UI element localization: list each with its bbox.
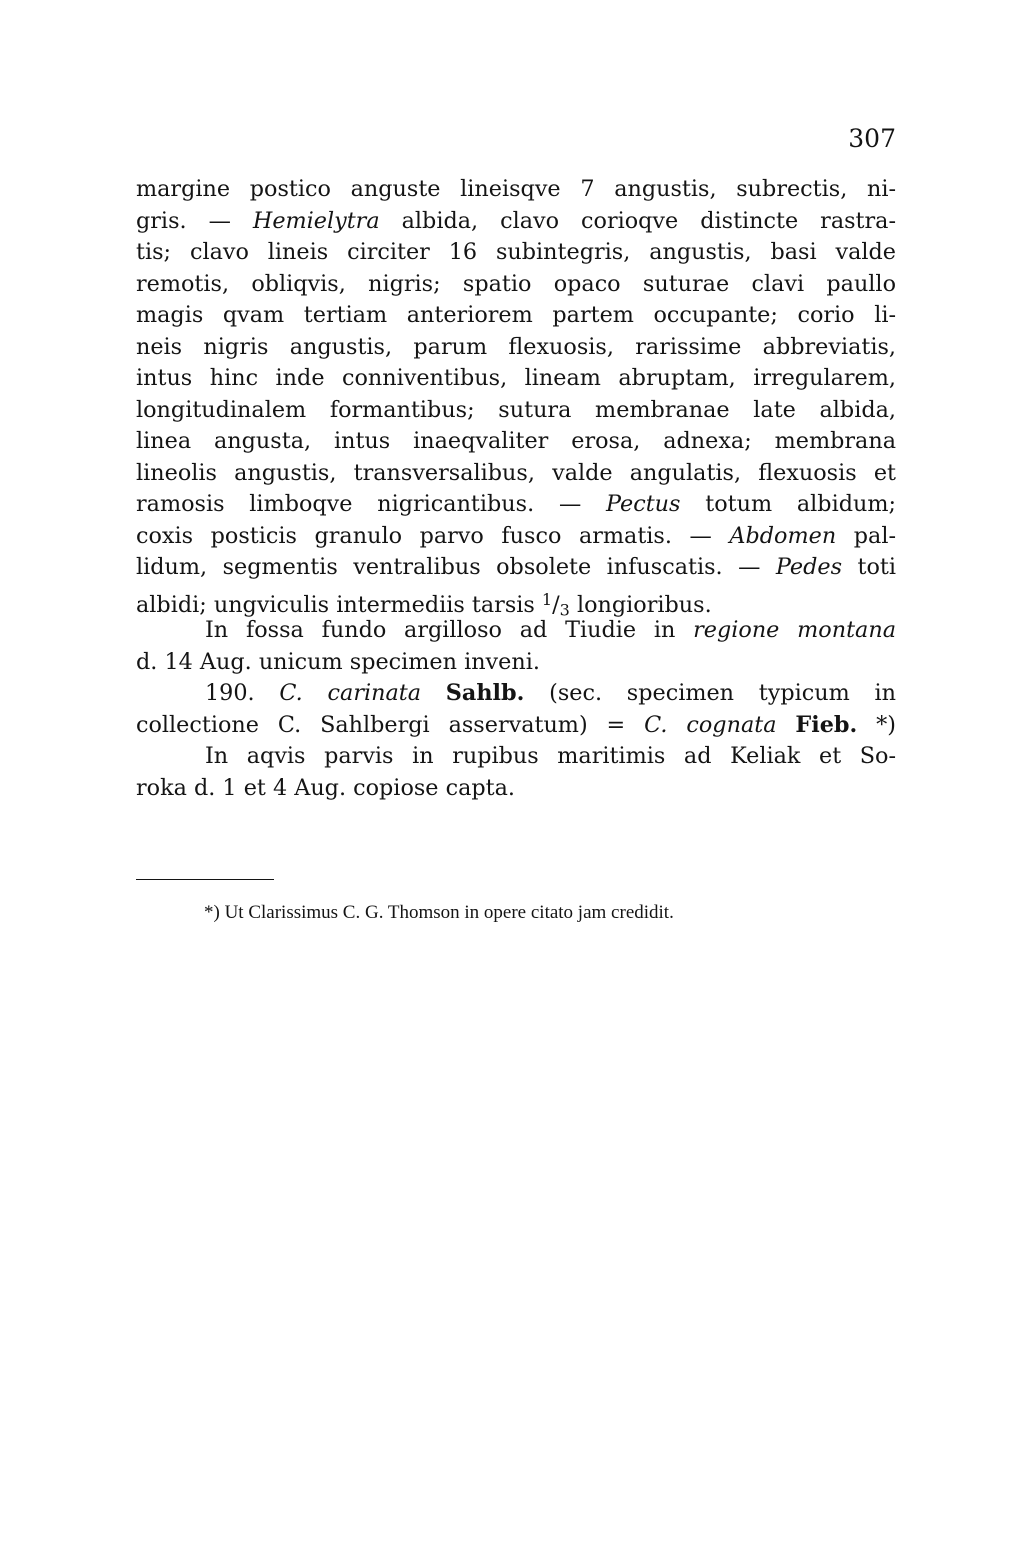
text-segment: longitudinalem formantibus; sutura membranae late albida, <box>136 396 896 423</box>
footnote: *) Ut Clarissimus C. G. Thomson in opere citato jam credidit. <box>204 902 674 923</box>
text-segment: lineolis angustis, transversalibus, valde angulatis, flexuosis et <box>136 459 896 486</box>
text-line <box>136 237 896 269</box>
text-line <box>136 269 896 301</box>
text-line <box>136 710 896 742</box>
text-segment: Hemielytra <box>252 207 380 234</box>
text-segment: (sec. specimen typicum in <box>524 680 897 706</box>
text-line <box>136 647 896 679</box>
footnote-rule <box>136 879 274 880</box>
text-segment: roka d. 1 et 4 Aug. copiose capta. <box>136 774 515 801</box>
text-segment: Pedes <box>775 554 843 580</box>
text-line <box>136 174 896 206</box>
text-line <box>136 426 896 458</box>
text-segment: *) <box>857 711 896 738</box>
text-line <box>136 300 896 332</box>
body-text <box>136 174 896 804</box>
text-segment: In fossa fundo argilloso ad Tiudie in <box>205 617 694 643</box>
text-segment: 3 <box>559 599 570 619</box>
text-segment: intus hinc inde conniventibus, lineam abruptam, irregularem, <box>136 365 896 391</box>
text-segment: Fieb. <box>795 711 858 738</box>
text-line <box>136 615 896 647</box>
text-line <box>136 741 896 773</box>
text-line <box>136 332 896 364</box>
text-segment <box>777 712 796 738</box>
text-segment: Abdomen <box>729 522 837 549</box>
text-line <box>136 363 896 395</box>
page-number: 307 <box>848 124 896 153</box>
text-segment: remotis, obliqvis, nigris; spatio opaco suturae clavi paullo <box>136 270 896 297</box>
text-line <box>136 489 896 521</box>
text-segment: regione montana <box>693 617 896 643</box>
text-segment: 1 <box>541 589 553 609</box>
text-line <box>136 773 896 805</box>
text-line <box>136 678 896 710</box>
text-line <box>136 521 896 553</box>
text-segment: Sahlb. <box>445 680 525 706</box>
text-segment: margine postico anguste lineisqve 7 angustis, subrectis, ni- <box>136 176 896 202</box>
text-segment: lidum, segmentis ventralibus obsolete infuscatis. — <box>136 554 776 580</box>
text-segment: albidi; ungviculis intermediis tarsis <box>136 591 542 618</box>
text-segment: longioribus. <box>569 591 712 618</box>
text-segment: tis; clavo lineis circiter 16 subintegris, angustis, basi valde <box>136 239 896 265</box>
text-segment: gris. — <box>136 207 253 234</box>
text-segment: toti <box>842 554 896 580</box>
text-segment: totum albidum; <box>680 491 896 517</box>
text-segment: magis qvam tertiam anteriorem partem occupante; corio li- <box>136 302 896 328</box>
text-segment: In aqvis parvis in rupibus maritimis ad Keliak et So- <box>205 743 896 769</box>
text-segment: collectione C. Sahlbergi asservatum) = <box>136 711 645 738</box>
text-segment: 190. <box>205 680 280 706</box>
text-segment: C. carinata <box>279 680 422 706</box>
text-segment: C. cognata <box>644 711 777 738</box>
text-line <box>136 395 896 427</box>
text-segment: linea angusta, intus inaeqvaliter erosa, adnexa; membrana <box>136 428 896 454</box>
text-segment: albida, clavo corioqve distincte rastra- <box>379 207 896 234</box>
text-line <box>136 552 896 584</box>
text-line <box>136 206 896 238</box>
text-segment: d. 14 Aug. unicum specimen inveni. <box>136 648 540 675</box>
text-line <box>136 458 896 490</box>
text-segment <box>421 680 446 706</box>
text-line <box>136 584 896 619</box>
text-segment: coxis posticis granulo parvo fusco armatis. — <box>136 522 730 549</box>
text-segment: neis nigris angustis, parum flexuosis, rarissime abbreviatis, <box>136 333 896 360</box>
text-segment: / <box>552 591 560 618</box>
text-segment: ramosis limboqve nigricantibus. — <box>136 491 607 517</box>
text-segment: Pectus <box>606 491 681 517</box>
text-segment: pal- <box>836 522 896 549</box>
